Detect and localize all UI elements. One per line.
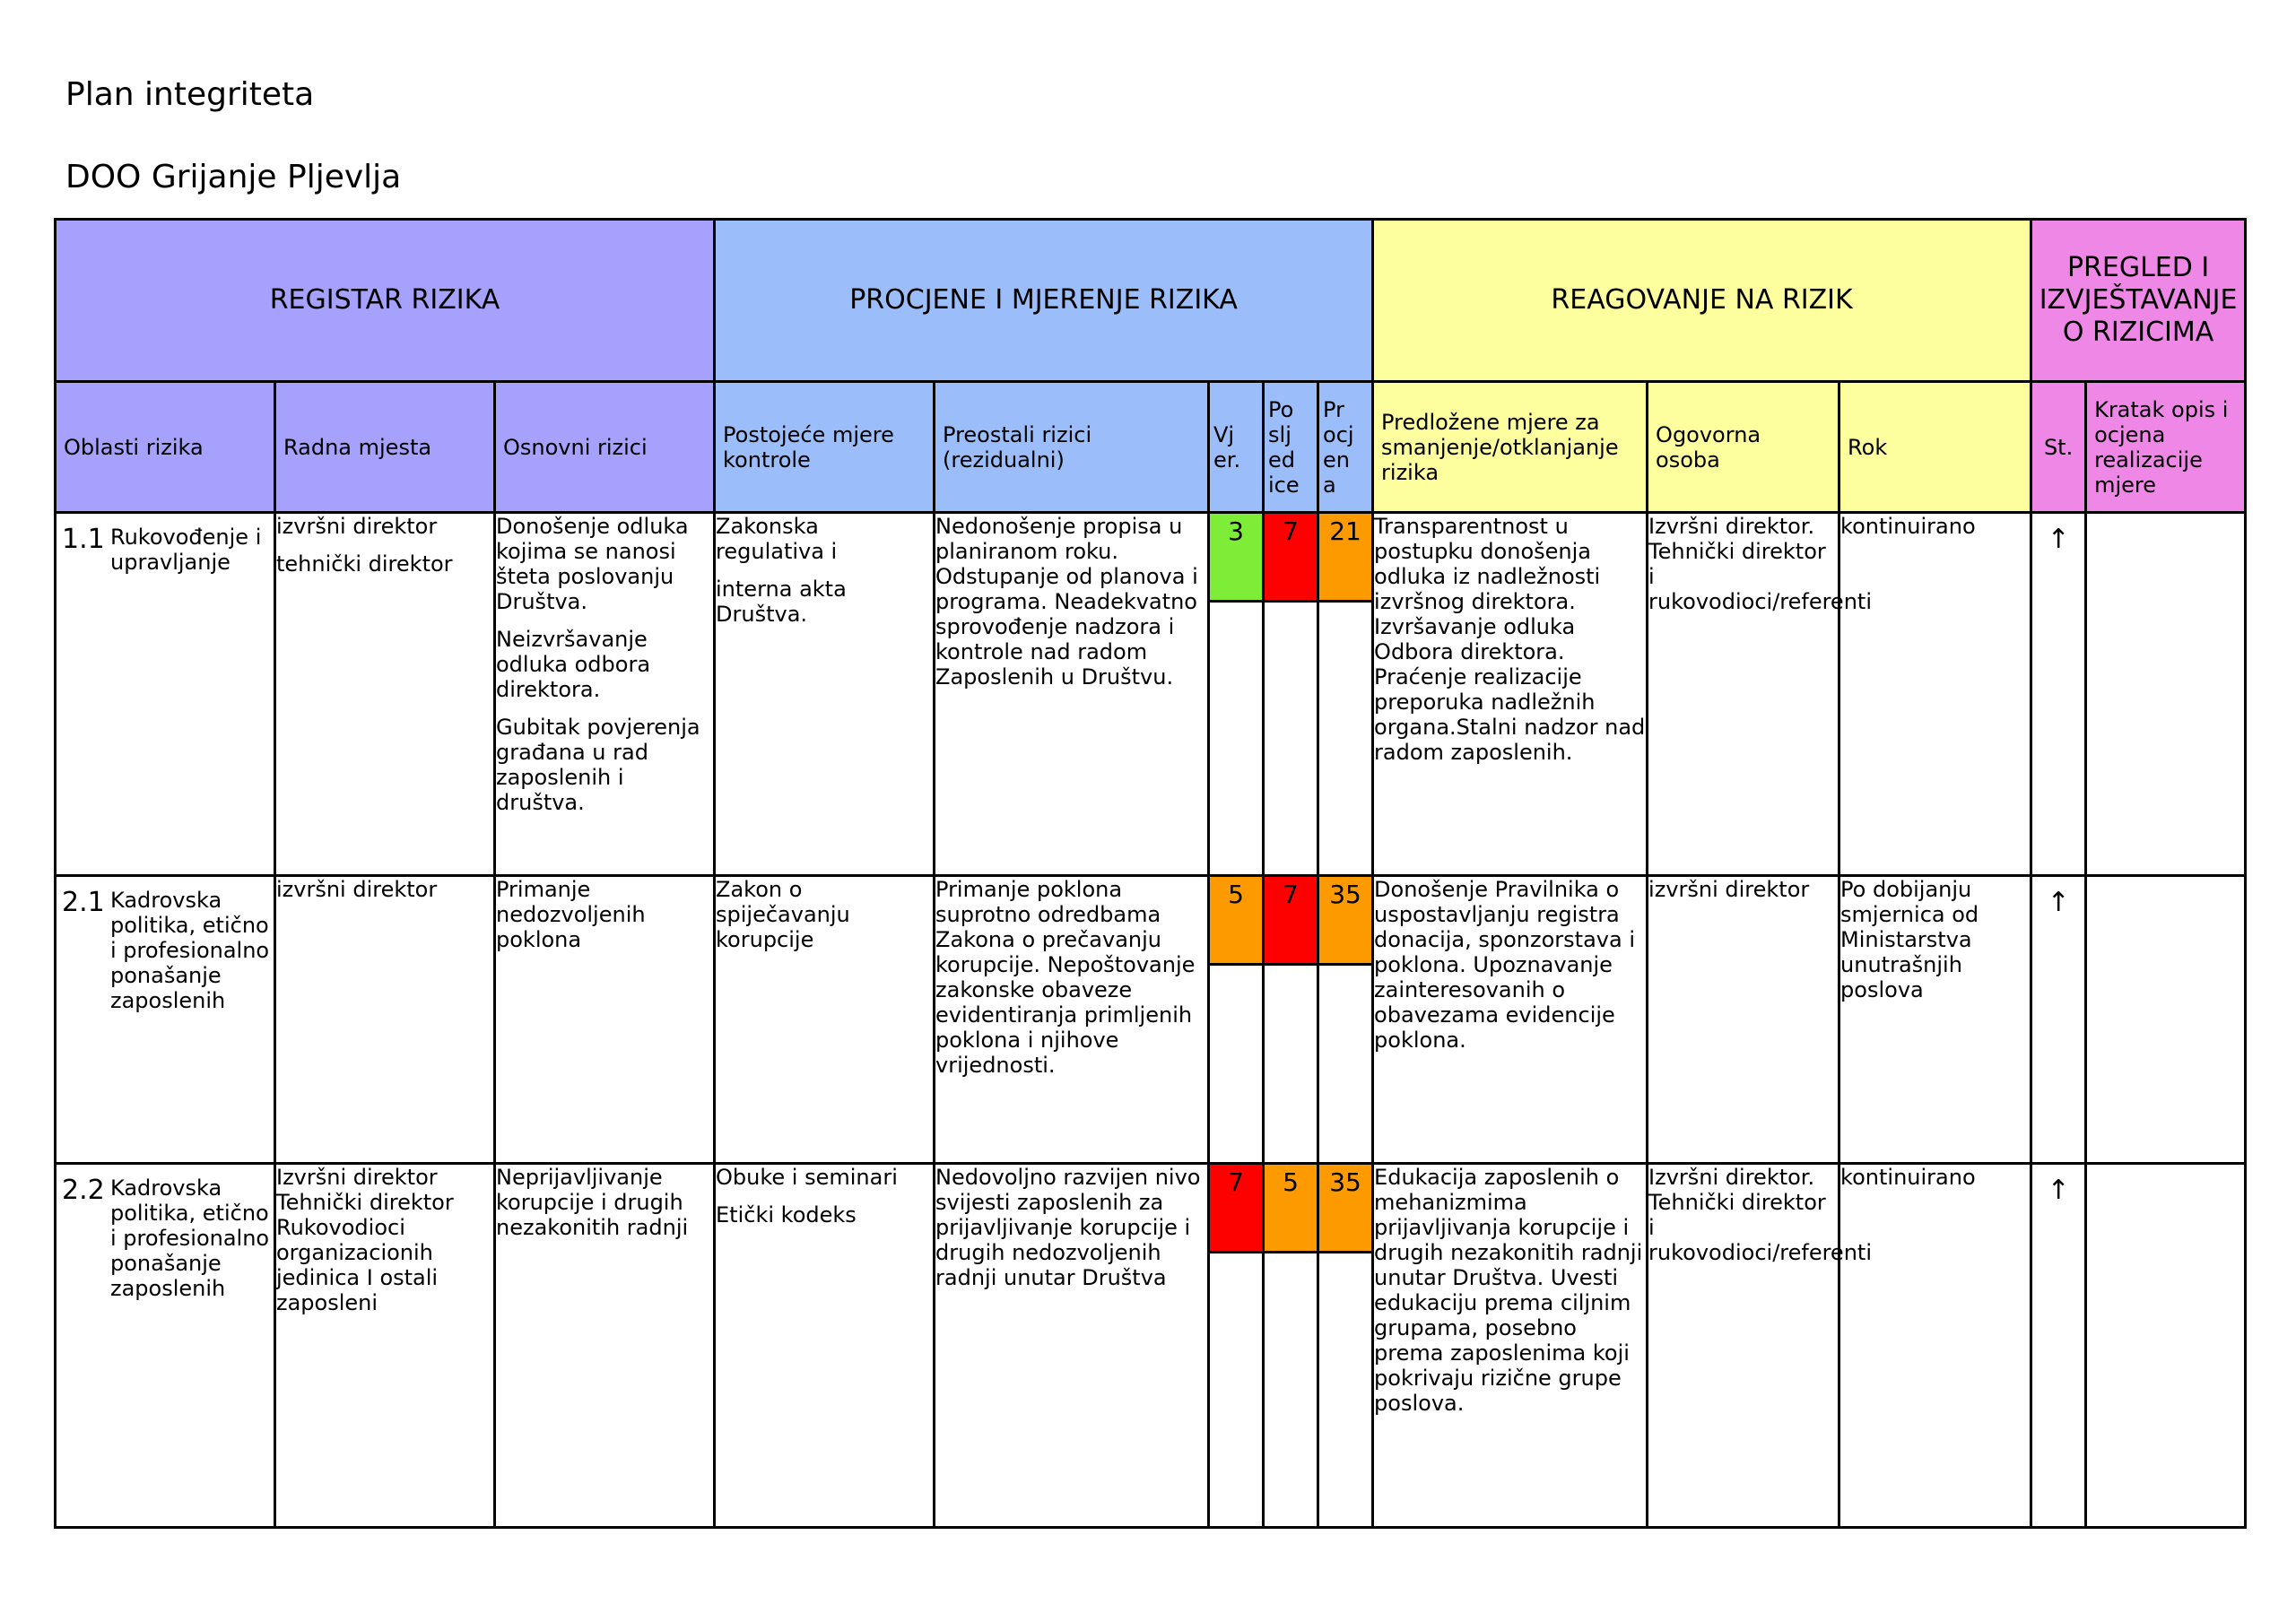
likelihood-value: 7 xyxy=(1210,1165,1262,1253)
score-cell xyxy=(1318,1164,1373,1528)
deadline-cell xyxy=(1839,1164,2031,1528)
responsible-cell xyxy=(1648,876,1839,1164)
position-item: tehnički direktor xyxy=(276,551,453,577)
likelihood-cell xyxy=(1209,876,1264,1164)
col-score: Pr ocj en a xyxy=(1318,382,1373,513)
positions-cell xyxy=(275,513,495,876)
deadline-text: kontinuirano xyxy=(1840,1165,1976,1190)
positions-cell xyxy=(275,1164,495,1528)
residual-risks-cell xyxy=(935,1164,1209,1528)
score-value: 21 xyxy=(1319,514,1371,603)
likelihood-value: 3 xyxy=(1210,514,1262,603)
status-cell xyxy=(2031,876,2086,1164)
existing-controls-cell xyxy=(715,876,935,1164)
deadline-text: kontinuirano xyxy=(1840,514,1976,539)
score-cell xyxy=(1318,876,1373,1164)
short-description-cell xyxy=(2086,876,2246,1164)
col-residual-risks: Preostali rizici (rezidualni) xyxy=(935,382,1209,513)
arrow-up-icon: ↑ xyxy=(2047,1175,2070,1206)
existing-controls-cell xyxy=(715,513,935,876)
proposed-measures-text: Edukacija zaposlenih o mehanizmima prijavljivanja korupcije i drugih nezakonitih radnji unutar Društva. Uvesti edukaciju prema ciljnim grupama, posebno prema zaposlenima koji pokrivaju rizične grupe poslova. xyxy=(1374,1165,1643,1416)
table-row xyxy=(56,513,2246,876)
section-register: REGISTAR RIZIKA xyxy=(56,220,715,382)
status-cell xyxy=(2031,513,2086,876)
position-item: izvršni direktor xyxy=(276,514,438,539)
short-description-cell xyxy=(2086,513,2246,876)
existing-controls-cell xyxy=(715,1164,935,1528)
consequence-cell xyxy=(1264,1164,1318,1528)
consequence-cell xyxy=(1264,513,1318,876)
score-cell xyxy=(1318,513,1373,876)
main-risk-item: Primanje nedozvoljenih poklona xyxy=(496,877,646,952)
consequence-value: 5 xyxy=(1265,1165,1317,1253)
risk-register-table xyxy=(54,218,2247,1529)
likelihood-cell xyxy=(1209,1164,1264,1528)
proposed-measures-cell xyxy=(1373,513,1648,876)
deadline-cell xyxy=(1839,513,2031,876)
section-review: PREGLED I IZVJEŠTAVANJE O RIZICIMA xyxy=(2031,220,2246,382)
table-row xyxy=(56,1164,2246,1528)
main-risks-cell xyxy=(495,876,715,1164)
positions-cell xyxy=(275,876,495,1164)
section-header-row xyxy=(56,220,2246,382)
control-item: Obuke i seminari xyxy=(716,1165,898,1190)
section-assessment: PROCJENE I MJERENJE RIZIKA xyxy=(715,220,1373,382)
col-existing-controls: Postojeće mjere kontrole xyxy=(715,382,935,513)
column-header-row xyxy=(56,382,2246,513)
score-value: 35 xyxy=(1319,1165,1371,1253)
row-number: 1.1 xyxy=(62,524,105,555)
col-likelihood: Vj er. xyxy=(1209,382,1264,513)
score-value: 35 xyxy=(1319,877,1371,966)
residual-risks-cell xyxy=(935,876,1209,1164)
position-item: Izvršni direktor Tehnički direktor Rukovodioci organizacionih jedinica I ostali zaposleni xyxy=(276,1165,454,1315)
proposed-measures-text: Donošenje Pravilnika o uspostavljanju registra donacija, sponzorstava i poklona. Upoznavanje zainteresovanih o obavezama evidencije poklona. xyxy=(1374,877,1635,1053)
responsible-text: Izvršni direktor. Tehnički direktor i rukovodioci/referenti xyxy=(1648,1165,1872,1265)
control-item: Zakon o spiječavanju korupcije xyxy=(716,877,850,952)
responsible-text: Izvršni direktor. Tehnički direktor i rukovodioci/referenti xyxy=(1648,514,1872,614)
residual-risk-text: Nedovoljno razvijen nivo svijesti zaposlenih za prijavljivanje korupcije i drugih nedozvoljenih radnji unutar Društva xyxy=(935,1165,1201,1290)
consequence-cell xyxy=(1264,876,1318,1164)
arrow-up-icon: ↑ xyxy=(2047,524,2070,555)
likelihood-cell xyxy=(1209,513,1264,876)
area-label: Rukovođenje i upravljanje xyxy=(110,525,262,575)
area-label: Kadrovska politika, etično i profesionalno ponašanje zaposlenih xyxy=(110,888,270,1013)
col-main-risks: Osnovni rizici xyxy=(495,382,715,513)
control-item: Zakonska regulativa i xyxy=(716,514,838,564)
proposed-measures-cell xyxy=(1373,1164,1648,1528)
residual-risks-cell xyxy=(935,513,1209,876)
short-description-cell xyxy=(2086,1164,2246,1528)
control-item: Etički kodeks xyxy=(716,1202,857,1227)
control-item: interna akta Društva. xyxy=(716,577,847,627)
area-cell xyxy=(56,876,275,1164)
proposed-measures-cell xyxy=(1373,876,1648,1164)
col-proposed-measures: Predložene mjere za smanjenje/otklanjanje rizika xyxy=(1373,382,1648,513)
document-subtitle: DOO Grijanje Pljevlja xyxy=(65,159,402,195)
col-responsible: Ogovorna osoba xyxy=(1648,382,1839,513)
col-area: Oblasti rizika xyxy=(56,382,275,513)
section-response: REAGOVANJE NA RIZIK xyxy=(1373,220,2031,382)
deadline-cell xyxy=(1839,876,2031,1164)
col-consequence: Po slj ed ice xyxy=(1264,382,1318,513)
proposed-measures-text: Transparentnost u postupku donošenja odluka iz nadležnosti izvršnog direktora. Izvršavanje odluka Odbora direktora. Praćenje realizacije preporuka nadležnih organa.Stalni nadzor nad radom zaposlenih. xyxy=(1374,514,1646,765)
residual-risk-text: Primanje poklona suprotno odredbama Zakona o prečavanju korupcije. Nepoštovanje zakonske obaveze evidentiranja primljenih poklona i njihove vrijednosti. xyxy=(935,877,1196,1078)
area-cell xyxy=(56,1164,275,1528)
consequence-value: 7 xyxy=(1265,514,1317,603)
table-row xyxy=(56,876,2246,1164)
likelihood-value: 5 xyxy=(1210,877,1262,966)
main-risk-item: Neprijavljivanje korupcije i drugih nezakonitih radnji xyxy=(496,1165,689,1240)
col-positions: Radna mjesta xyxy=(275,382,495,513)
col-short-description: Kratak opis i ocjena realizacije mjere xyxy=(2086,382,2246,513)
responsible-cell xyxy=(1648,513,1872,876)
deadline-text: Po dobijanju smjernica od Ministarstva unutrašnjih poslova xyxy=(1840,877,1979,1002)
main-risk-item: Donošenje odluka kojima se nanosi šteta poslovanju Društva. xyxy=(496,514,689,614)
area-label: Kadrovska politika, etično i profesionalno ponašanje zaposlenih xyxy=(110,1175,270,1301)
col-status: St. xyxy=(2031,382,2086,513)
area-cell xyxy=(56,513,275,876)
status-cell xyxy=(2031,1164,2086,1528)
consequence-value: 7 xyxy=(1265,877,1317,966)
residual-risk-text: Nedonošenje propisa u planiranom roku. Odstupanje od planova i programa. Neadekvatno sprovođenje nadzora i kontrole nad radom Zaposlenih u Društvu. xyxy=(935,514,1198,690)
row-number: 2.1 xyxy=(62,887,105,918)
main-risk-item: Neizvršavanje odluka odbora direktora. xyxy=(496,627,651,702)
document-title: Plan integriteta xyxy=(65,76,315,113)
main-risks-cell xyxy=(495,513,715,876)
row-number: 2.2 xyxy=(62,1175,105,1206)
responsible-cell xyxy=(1648,1164,1872,1528)
arrow-up-icon: ↑ xyxy=(2047,887,2070,918)
responsible-text: izvršni direktor xyxy=(1648,877,1810,902)
position-item: izvršni direktor xyxy=(276,877,438,902)
main-risk-item: Gubitak povjerenja građana u rad zaposlenih i društva. xyxy=(496,715,700,815)
main-risks-cell xyxy=(495,1164,715,1528)
col-deadline: Rok xyxy=(1839,382,2031,513)
